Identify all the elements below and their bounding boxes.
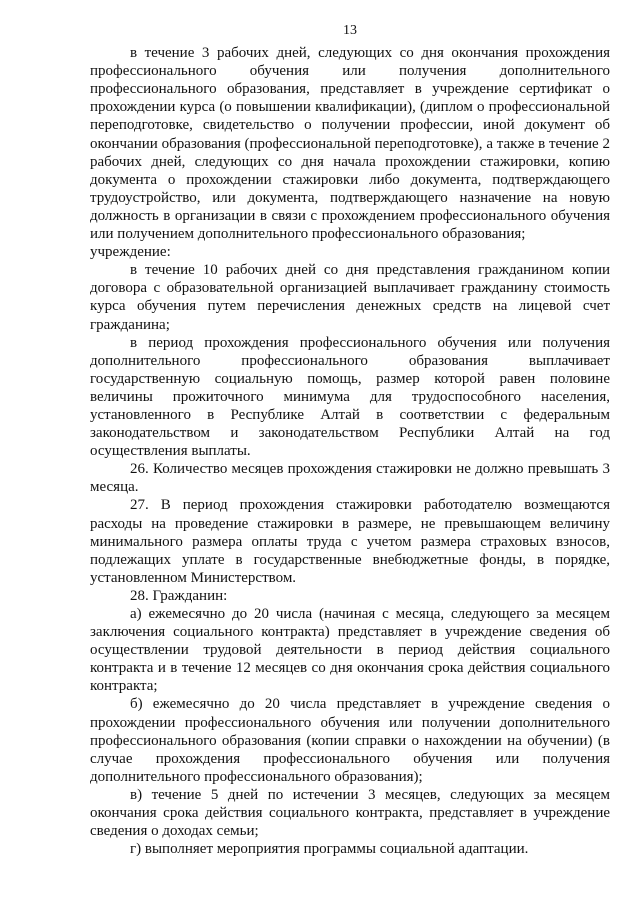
paragraph: 27. В период прохождения стажировки работодателю возмещаются расходы на проведение стажировки в размере, не превышающем величину минимального размера оплаты труда с учетом размера страховых взносов, подлежащих уплате в государственные внебюджетные фонды, в порядке, установленном Министерством. [90, 497, 610, 586]
page-number: 13 [343, 23, 357, 38]
paragraph: в течение 10 рабочих дней со дня представления гражданином копии договора с образовательной организацией выплачивает гражданину стоимость курса обучения путем перечисления денежных средств на лицевой счет гражданина; [90, 262, 610, 333]
paragraph: в) течение 5 дней по истечении 3 месяцев, следующих за месяцем окончания срока действия социального контракта, представляет в учреждение сведения о доходах семьи; [90, 786, 610, 840]
paragraph: г) выполняет мероприятия программы социальной адаптации. [130, 841, 529, 858]
paragraph: учреждение: [90, 244, 171, 261]
paragraph: в период прохождения профессионального обучения или получения дополнительного профессионального образования выплачивает государственную социальную помощь, размер которой равен половине величины прожиточного минимума для трудоспособного населения, установленного в Республике Алтай в соответствии с федеральным законодательством и законодательством Республики Алтай на год осуществления выплаты. [90, 334, 610, 460]
paragraph: в течение 3 рабочих дней, следующих со дня окончания прохождения профессионального обучения или получения дополнительного профессионального образования, представляет в учреждение сертификат о прохождении курса (о повышении квалификации), (диплом о профессиональной переподготовке, свидетельство о получении профессии, иной документ об окончании образования (профессиональной переподготовке), а также в течение 2 рабочих дней, следующих со дня начала прохождении стажировки, копию документа о прохождении стажировки либо документа, подтверждающего трудоустройство, или документа, подтверждающего назначение на новую должность в организации в связи с прохождением профессионального обучения или получением дополнительного профессионального образования; [90, 45, 610, 243]
paragraph: а) ежемесячно до 20 числа (начиная с месяца, следующего за месяцем заключения социального контракта) представляет в учреждение сведения об осуществлении трудовой деятельности в период действия социального контракта и в течение 12 месяцев со дня окончания срока действия социального контракта; [90, 606, 610, 695]
paragraph: б) ежемесячно до 20 числа представляет в учреждение сведения о прохождении профессионального обучения или получении дополнительного профессионального образования (копии справки о нахождении на обучении) (в случае прохождения профессионального обучения или получения дополнительного профессионального образования); [90, 696, 610, 785]
paragraph: 28. Гражданин: [130, 587, 228, 604]
document-body [90, 44, 610, 858]
paragraph: 26. Количество месяцев прохождения стажировки не должно превышать 3 месяца. [90, 461, 610, 496]
